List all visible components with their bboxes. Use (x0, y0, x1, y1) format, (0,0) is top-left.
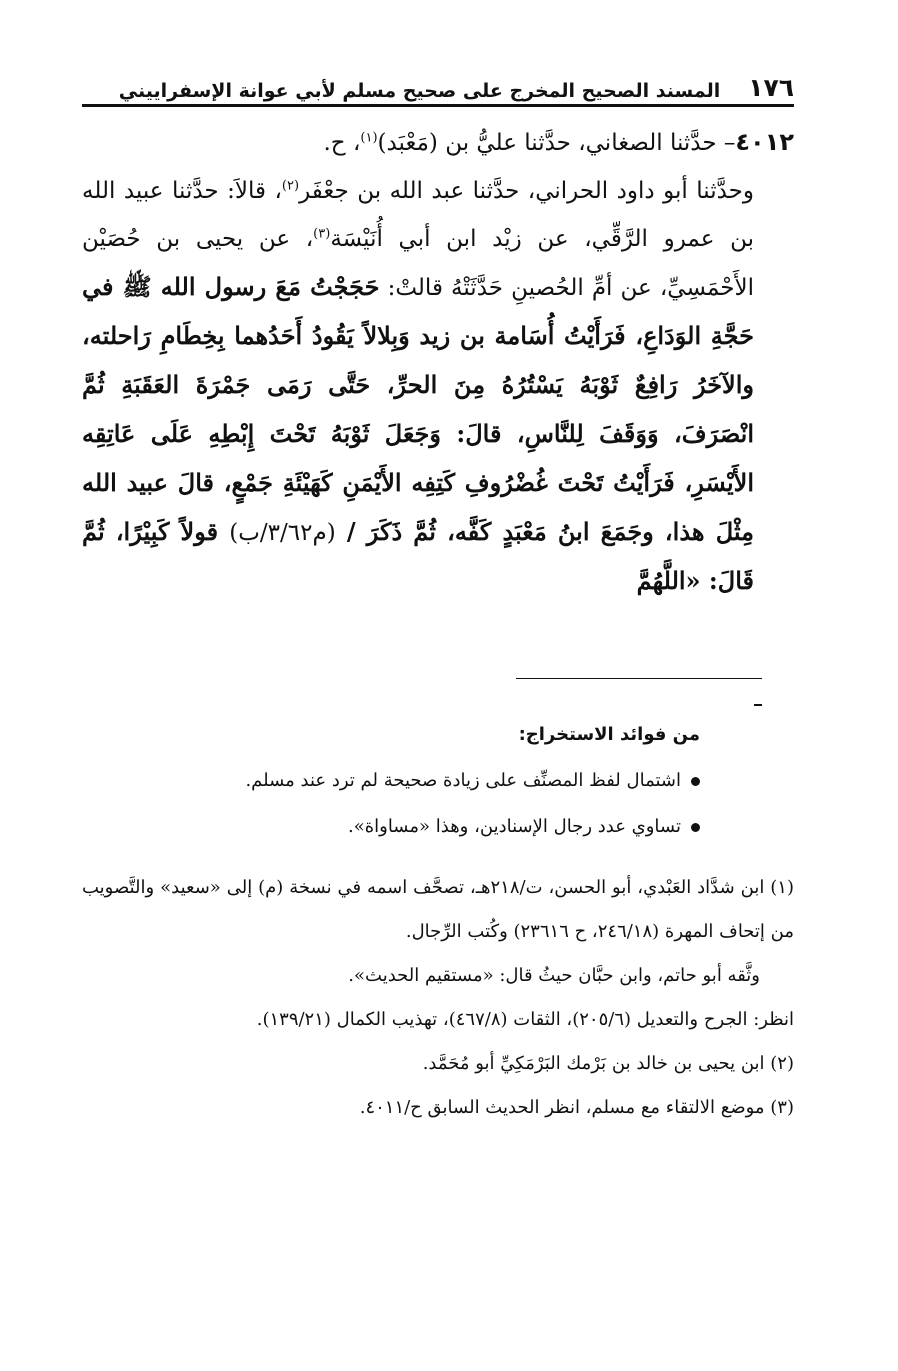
benefit-text: اشتمال لفظ المصنِّف على زيادة صحيحة لم ترد عند مسلم. (245, 770, 681, 791)
isnad-part-b: ، قالاَ: حدَّثنا عبيد الله بن عمرو الرَّقِّي، عن زيْد ابن أبي أُنَيْسَة (82, 178, 754, 252)
hadith-body (82, 118, 794, 606)
bullet-icon (691, 777, 700, 786)
running-header (82, 68, 794, 107)
footnote-marker-2[interactable]: (٢) (281, 178, 300, 194)
hadith-number: ٤٠١٢ (735, 128, 794, 156)
footnote-2: (٢) ابن يحيى بن خالد بن بَرْمك البَرْمَكِيِّ أبو مُحَمَّد. (422, 1053, 794, 1074)
hadith-isnad-first-line (82, 118, 794, 167)
footnote-marker-1[interactable]: (١) (360, 130, 378, 146)
isnad-part-c: ، عن يحيى بن حُصَيْن الأَحْمَسِيِّ، عن أمِّ الحُصينِ حَدَّثَتْهُ قالتْ: (82, 226, 754, 301)
separator-dash (754, 704, 762, 706)
extraction-benefits (160, 712, 700, 850)
benefit-item (160, 758, 700, 804)
footnotes (82, 866, 794, 1130)
footnote-3: (٣) موضع الالتقاء مع مسلم، انظر الحديث السابق ح/٤٠١١. (359, 1097, 794, 1118)
footnote-marker-3[interactable]: (٣) (313, 226, 331, 242)
footnote-1-references: انظر: الجرح والتعديل (٢٠٥/٦)، الثقات (٤٦٧/٨)، تهذيب الكمال (١٣٩/٢١). (256, 1009, 794, 1030)
isnad-line-1: – حدَّثنا الصغاني، حدَّثنا عليُّ بن (مَعْبَد) (377, 130, 736, 156)
benefit-text: تساوي عدد رجال الإسنادين، وهذا «مساواة». (347, 816, 681, 837)
isnad-part-a: وحدَّثنا أبو داود الحراني، حدَّثنا عبد الله بن جعْفَر (299, 178, 754, 204)
running-title: المسند الصحيح المخرج على صحيح مسلم لأبي عوانة الإسفراييني (118, 80, 721, 102)
hadith-matn: حَجَجْتُ مَعَ رسول الله ﷺ في حَجَّةِ الوَدَاعِ، فَرَأَيْتُ أُسَامة بن زيد وَبِلالاً يَقُودُ أَحَدُهما بِخِطَامِ رَاحلته، والآخَرُ رَافِعٌ ثَوْبَهُ يَسْتُرُهُ مِنَ الحرِّ، حَتَّى رَمَى جَمْرَةَ العَقَبَةِ ثُمَّ انْصَرَفَ، وَوَقَفَ لِلنَّاسِ، قالَ: وَجَعَلَ ثَوْبَهُ تَحْتَ إِبْطِهِ عَلَى عَاتِقِه الأَيْسَرِ، فَرَأَيْتُ تَحْتَ غُضْرُوفِ كَتِفِه الأَيْمَنِ كَهَيْئَةِ جَمْعٍ، قالَ عبيد الله مِثْلَ هذا، وجَمَعَ ابنُ مَعْبَدٍ كَفَّه، ثُمَّ ذَكَرَ / (82, 272, 755, 546)
footnote-separator (516, 678, 762, 679)
hadith-paragraph (82, 167, 794, 606)
folio-reference: (م٣/٦٢/ب) (229, 520, 336, 546)
benefits-title: من فوائد الاستخراج: (518, 724, 700, 745)
bullet-icon (691, 823, 700, 832)
page-number: ١٧٦ (748, 73, 794, 102)
benefit-item (160, 804, 700, 850)
isnad-line-1-end: ، ح. (323, 130, 361, 156)
footnote-1: (١) ابن شدَّاد العَبْدي، أبو الحسن، ت/٢١٨هـ، تصحَّف اسمه في نسخة (م) إلى «سعيد» والتَّصويب من إتحاف المهرة (٢٤٦/١٨، ح ٢٣٦١٦) وكُتب الرِّجال. (82, 877, 794, 942)
footnote-1-narrators: وثَّقه أبو حاتم، وابن حبَّان حيثُ قال: «مستقيم الحديث». (348, 965, 760, 986)
hadith-matn-end: قولاً كَبِيْرًا، ثُمَّ قَالَ: «اللَّهُمَّ (82, 517, 754, 595)
